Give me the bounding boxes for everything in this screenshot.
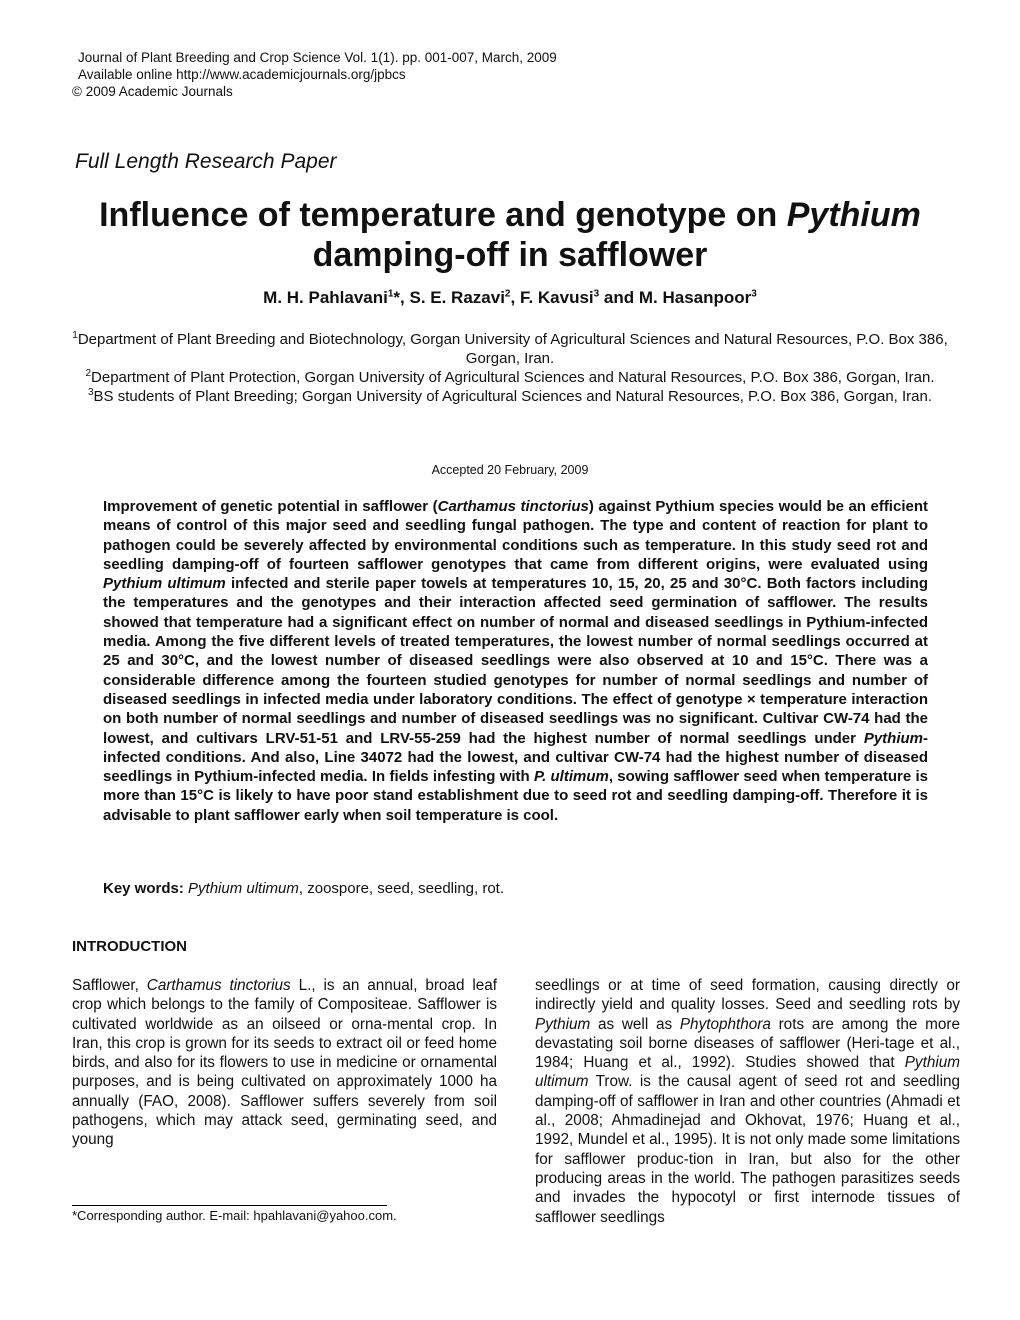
- abstract-text: -infected conditions. And also, Line 34072 had the lowest, and cultivar CW-74 had the highest number of diseased seedlings in Pythium-infected media. In fields infesting with: [103, 729, 928, 786]
- body-text: Safflower,: [72, 977, 147, 994]
- corresponding-author-footnote: *Corresponding author. E-mail: hpahlavani@yahoo.com.: [72, 1208, 397, 1223]
- journal-header: [72, 49, 557, 100]
- affiliation-text: Department of Plant Protection, Gorgan University of Agricultural Sciences and Natural Resources, P.O. Box 386, Gorgan, Iran.: [91, 369, 935, 386]
- abstract-italic: Pythium ultimum: [103, 575, 226, 593]
- journal-citation: Journal of Plant Breeding and Crop Science Vol. 1(1). pp. 001-007, March, 2009: [78, 50, 557, 65]
- author-sep: and: [599, 288, 639, 307]
- body-text: as well as: [590, 1015, 680, 1033]
- author-list: [0, 288, 1020, 308]
- keywords: [103, 880, 504, 897]
- author-3: F. Kavusi: [519, 288, 594, 307]
- affiliation-sup: 1: [72, 330, 78, 341]
- body-italic: Phytophthora: [679, 1015, 771, 1033]
- author-1-mark: *,: [393, 288, 410, 307]
- keywords-label: Key words:: [103, 880, 184, 897]
- body-text: rots are among the more devastating soil borne diseases of safflower (Heri-tage et al., 1984; Huang et al., 1992). Studies showed that: [535, 1015, 961, 1072]
- author-4: M. Hasanpoor: [638, 288, 752, 307]
- abstract: [103, 497, 928, 825]
- left-column-text: [72, 976, 497, 1150]
- affiliation: [70, 387, 950, 406]
- title-italic: Pythium: [786, 196, 921, 234]
- author-sep: ,: [510, 288, 520, 307]
- right-column-text: [535, 976, 960, 1227]
- title-text-2: damping-off in safflower: [312, 236, 708, 274]
- affiliation-sup: 2: [85, 368, 92, 379]
- abstract-italic: Pythium: [863, 729, 923, 747]
- author-2-sup: 2: [504, 288, 511, 300]
- affiliation: [70, 330, 950, 368]
- body-text: Trow. is the causal agent of seed rot and seedling damping-off of safflower in Iran and other countries (Ahmadi et al., 2008; Ahmadinejad and Okhovat, 1976; Huang et al., 1992, Mundel et al., 1995). It is not only made some limitations for safflower produc-tion in Iran, but also for the other producing areas in the world. The pathogen parasitizes seeds and invades the hypocotyl or first internode tissues of safflower seedlings: [535, 1073, 960, 1226]
- section-heading: INTRODUCTION: [72, 938, 187, 955]
- abstract-italic: P. ultimum: [534, 768, 609, 786]
- body-italic: Carthamus tinctorius: [146, 977, 291, 994]
- body-italic: Pythium ultimum: [535, 1054, 960, 1091]
- author-4-sup: 3: [751, 288, 757, 300]
- affiliations: [70, 330, 950, 406]
- paper-title: [0, 195, 1020, 275]
- journal-url: Available online http://www.academicjournals.org/jpbcs: [78, 67, 406, 82]
- paper-type: Full Length Research Paper: [75, 150, 337, 173]
- author-1: M. H. Pahlavani: [263, 288, 388, 307]
- affiliation-text: Department of Plant Breeding and Biotechnology, Gorgan University of Agricultural Sciences and Natural Resources, P.O. Box 386, Gorgan, Iran.: [77, 331, 948, 367]
- abstract-text: , sowing safflower seed when temperature is more than 15°C is likely to have poor stand establishment due to seed rot and seedling damping-off. Therefore it is advisable to plant safflower early when soil temperature is cool.: [103, 768, 928, 824]
- body-text: seedlings or at time of seed formation, causing directly or indirectly yield and quality losses. Seed and seedling rots by: [535, 977, 960, 1014]
- abstract-text: Improvement of genetic potential in safflower (: [103, 498, 438, 515]
- title-text-1: Influence of temperature and genotype on: [99, 196, 787, 234]
- affiliation-text: BS students of Plant Breeding; Gorgan University of Agricultural Sciences and Natural Resources, P.O. Box 386, Gorgan, Iran.: [93, 388, 933, 405]
- affiliation: [70, 368, 950, 387]
- body-text: L., is an annual, broad leaf crop which belongs to the family of Compositeae. Safflower is cultivated worldwide as an oilseed or orna-mental crop. In Iran, this crop is grown for its seeds to extract oil or feed home birds, and also for its flowers to use in medicine or ornamental purposes, and is being cultivated on approximately 1000 ha annually (FAO, 2008). Safflower suffers severely from soil pathogens, which may attack seed, germinating seed, and young: [72, 977, 497, 1149]
- journal-copyright: © 2009 Academic Journals: [72, 84, 233, 99]
- affiliation-sup: 3: [87, 387, 94, 398]
- body-italic: Pythium: [535, 1015, 591, 1033]
- abstract-text: infected and sterile paper towels at temperatures 10, 15, 20, 25 and 30°C. Both factors including the temperatures and the genotypes and their interaction affected seed germination of safflower. The results showed that temperature had a significant effect on number of normal and diseased seedlings in Pythium-infected media. Among the five different levels of treated temperatures, the lowest number of normal seedlings occurred at 25 and 30°C, and the lowest number of diseased seedlings were also observed at 10 and 15°C. There was a considerable difference among the fourteen studied genotypes for number of normal seedlings and number of diseased seedlings in infected media under laboratory conditions. The effect of genotype × temperature interaction on both number of normal seedlings and number of diseased seedlings was no significant. Cultivar CW-74 had the lowest, and cultivars LRV-51-51 and LRV-55-259 had the highest number of normal seedlings under: [103, 575, 929, 747]
- footnote-divider: [72, 1205, 387, 1206]
- keywords-text: , zoospore, seed, seedling, rot.: [298, 880, 505, 897]
- accepted-date: Accepted 20 February, 2009: [431, 463, 589, 477]
- keywords-italic: Pythium ultimum: [188, 880, 299, 897]
- author-3-sup: 3: [593, 288, 600, 300]
- abstract-text: ) against Pythium species would be an efficient means of control of this major seed and seedling fungal pathogen. The type and content of reaction for plant to pathogen could be severely affected by environmental conditions such as temperature. In this study seed rot and seedling damping-off of fourteen safflower genotypes that came from different origins, were evaluated using: [103, 498, 928, 573]
- abstract-italic: Carthamus tinctorius: [437, 498, 589, 515]
- author-2: S. E. Razavi: [409, 288, 505, 307]
- author-1-sup: 1: [387, 288, 394, 300]
